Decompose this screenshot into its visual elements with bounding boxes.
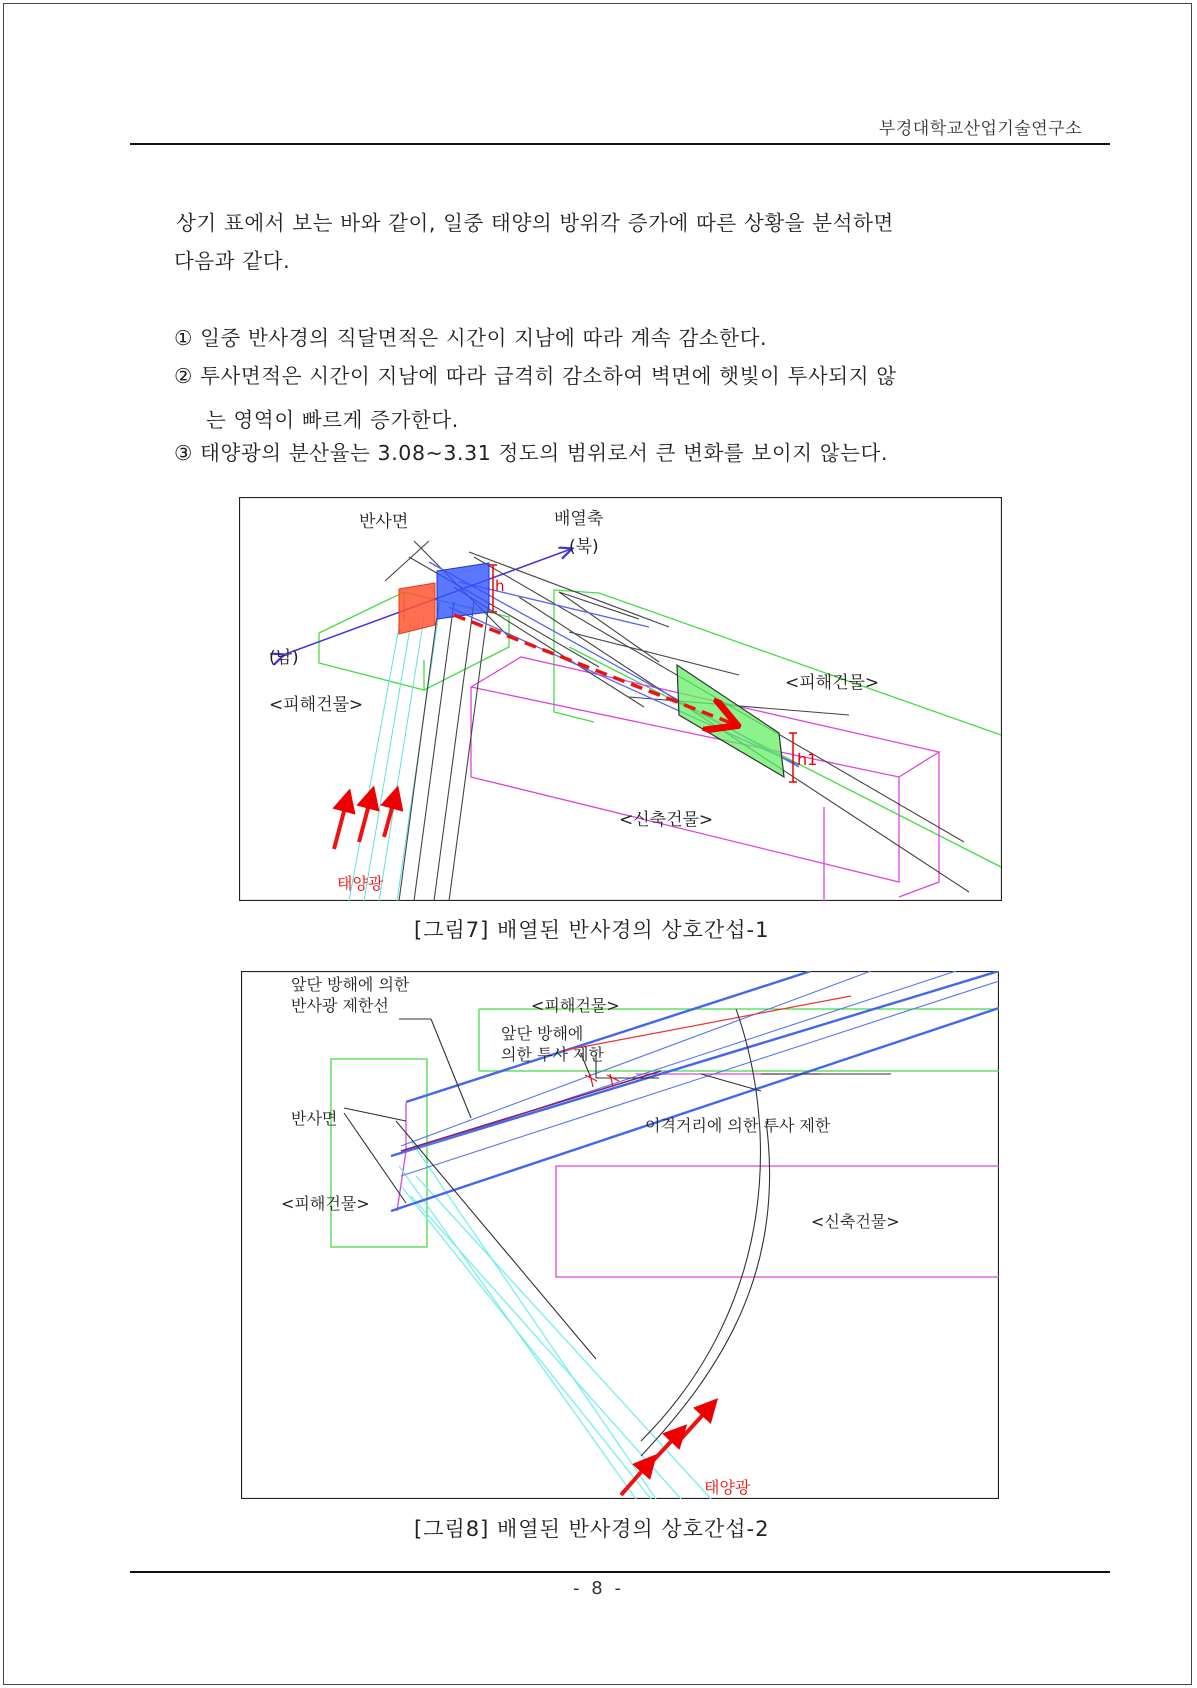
- intro-line-1: 상기 표에서 보는 바와 같이, 일중 태양의 방위각 증가에 따른 상황을 분석하면: [176, 211, 894, 235]
- footer-rule: [130, 1571, 1110, 1573]
- figure7-caption: [그림7] 배열된 반사경의 상호간섭-1: [414, 918, 770, 942]
- figure8-diagram: [241, 971, 999, 1499]
- figure7-diagram: [239, 497, 1002, 901]
- fig7-label-array-axis: 배열축: [554, 509, 604, 529]
- fig8-label-limit-line-2: 반사광 제한선: [291, 996, 389, 1015]
- header-rule: [130, 143, 1110, 145]
- fig7-label-h1: h1: [797, 750, 818, 769]
- list-item-3: ③ 태양광의 분산율는 3.08~3.31 정도의 범위로서 큰 변화를 보이지 않는다.: [174, 441, 889, 465]
- fig7-label-reflect: 반사면: [359, 512, 409, 532]
- fig8-label-reflect: 반사면: [291, 1109, 338, 1128]
- fig7-label-sunlight: 태양광: [337, 874, 384, 893]
- fig7-label-damaged-left: <피해건물>: [269, 695, 364, 715]
- page-number: - 8 -: [573, 1578, 624, 1599]
- fig7-label-south: (남): [269, 648, 299, 668]
- list-item-2-cont: 는 영역이 빠르게 증가한다.: [206, 408, 459, 432]
- figure8-caption: [그림8] 배열된 반사경의 상호간섭-2: [414, 1517, 770, 1541]
- fig8-label-damaged-left: <피해건물>: [281, 1194, 370, 1213]
- fig8-label-damaged-top: <피해건물>: [531, 996, 620, 1015]
- header-org: 부경대학교산업기술연구소: [878, 119, 1082, 139]
- fig7-label-new-building: <신축건물>: [619, 810, 714, 830]
- intro-line-2: 다음과 같다.: [174, 249, 291, 273]
- fig8-label-distance-limit: 이격거리에 의한 투사 제한: [645, 1116, 831, 1135]
- list-item-2: ② 투사면적은 시간이 지남에 따라 급격히 감소하여 벽면에 햇빛이 투사되지 않: [174, 364, 897, 388]
- fig8-label-sunlight: 태양광: [704, 1478, 751, 1497]
- fig8-label-proj-limit-2: 의한 투사 제한: [501, 1045, 604, 1064]
- fig7-label-h: h: [495, 577, 505, 595]
- fig8-label-limit-line-1: 앞단 방해에 의한: [291, 975, 410, 994]
- fig7-label-north: (북): [569, 537, 599, 557]
- fig8-label-new-building: <신축건물>: [811, 1212, 900, 1231]
- list-item-1: ① 일중 반사경의 직달면적은 시간이 지남에 따라 계속 감소한다.: [174, 326, 768, 350]
- fig7-label-damaged-right: <피해건물>: [785, 673, 880, 693]
- fig8-label-proj-limit-1: 앞단 방해에: [501, 1024, 584, 1043]
